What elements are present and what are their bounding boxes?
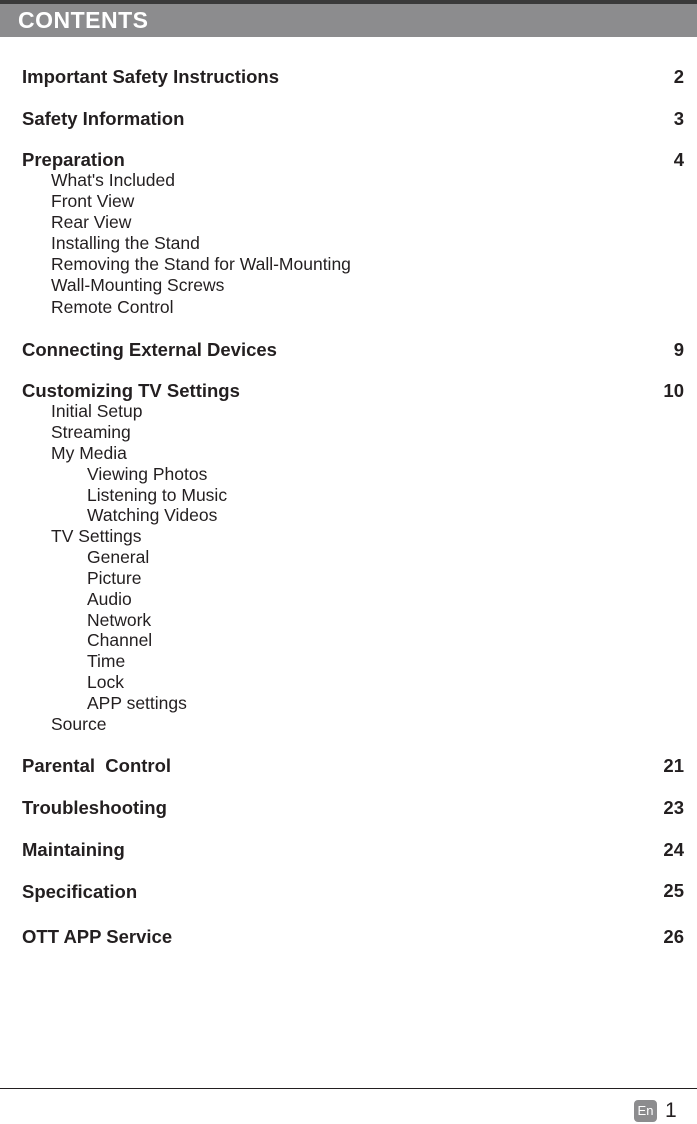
toc-entry-preparation[interactable] — [22, 148, 684, 172]
toc-subentry-tv-settings[interactable]: TV Settings — [51, 526, 142, 546]
toc-entry-label: Preparation — [22, 149, 125, 170]
toc-subentry-app-settings[interactable]: APP settings — [87, 693, 187, 713]
toc-entry-label: Customizing TV Settings — [22, 380, 240, 401]
toc-entry-page: 2 — [673, 66, 684, 87]
toc-entry-page: 9 — [673, 339, 684, 360]
toc-subentry-removing-the-stand[interactable]: Removing the Stand for Wall-Mounting — [51, 254, 351, 274]
toc-subentry-viewing-photos[interactable]: Viewing Photos — [87, 464, 208, 484]
toc-entry-label: Specification — [22, 881, 138, 902]
toc-subentry-front-view[interactable]: Front View — [51, 191, 135, 211]
toc-subentry-wall-mounting-screws[interactable]: Wall-Mounting Screws — [51, 275, 225, 295]
toc-subentry-streaming[interactable]: Streaming — [51, 422, 131, 442]
language-badge: En — [634, 1100, 657, 1122]
toc-entry-safety-information[interactable] — [22, 107, 684, 131]
toc-entry-label: OTT APP Service — [22, 926, 173, 947]
toc-entry-page: 21 — [663, 755, 684, 776]
toc-subentry-source[interactable]: Source — [51, 714, 107, 734]
toc-subentry-watching-videos[interactable]: Watching Videos — [87, 505, 218, 525]
toc-entry-label: Troubleshooting — [22, 797, 167, 818]
toc-subentry-general[interactable]: General — [87, 547, 150, 567]
toc-subentry-channel[interactable]: Channel — [87, 630, 153, 650]
footer-rule — [0, 1088, 697, 1089]
toc-entry-ott-app-service[interactable] — [22, 925, 684, 949]
toc-entry-specification[interactable] — [22, 879, 684, 903]
page-title: CONTENTS — [18, 7, 149, 33]
toc-subentry-picture[interactable]: Picture — [87, 568, 142, 588]
toc-entry-customizing-tv-settings[interactable] — [22, 379, 684, 403]
toc-entry-page: 25 — [663, 880, 684, 901]
toc-subentry-installing-the-stand[interactable]: Installing the Stand — [51, 233, 200, 253]
page-number: 1 — [665, 1099, 677, 1122]
toc-subentry-audio[interactable]: Audio — [87, 589, 132, 609]
toc-entry-label: Parental Control — [22, 755, 172, 776]
toc-entry-label: Maintaining — [22, 839, 125, 860]
toc-subentry-initial-setup[interactable]: Initial Setup — [51, 401, 143, 421]
toc-entry-troubleshooting[interactable] — [22, 796, 684, 820]
toc-entry-page: 23 — [663, 797, 684, 818]
toc-subentry-whats-included[interactable]: What's Included — [51, 170, 175, 190]
toc-entry-label: Connecting External Devices — [22, 339, 277, 360]
toc-subentry-time[interactable]: Time — [87, 651, 126, 671]
toc-entry-connecting-external-devices[interactable] — [22, 338, 684, 362]
toc-entry-page: 24 — [663, 839, 684, 860]
toc-subentry-network[interactable]: Network — [87, 610, 152, 630]
toc-entry-parental-control[interactable] — [22, 754, 684, 778]
toc-entry-maintaining[interactable] — [22, 838, 684, 862]
toc-entry-page: 26 — [663, 926, 684, 947]
toc-entry-page: 10 — [663, 380, 684, 401]
toc-subentry-my-media[interactable]: My Media — [51, 443, 127, 463]
toc-subentry-remote-control[interactable]: Remote Control — [51, 297, 174, 317]
toc-subentry-listening-to-music[interactable]: Listening to Music — [87, 485, 228, 505]
toc-subentry-rear-view[interactable]: Rear View — [51, 212, 132, 232]
toc-entry-label: Important Safety Instructions — [22, 66, 279, 87]
toc-entry-page: 4 — [673, 149, 684, 170]
toc-entry-page: 3 — [673, 108, 684, 129]
toc-entry-label: Safety Information — [22, 108, 185, 129]
toc-subentry-lock[interactable]: Lock — [87, 672, 124, 692]
toc-entry-important-safety-instructions[interactable] — [22, 65, 684, 89]
